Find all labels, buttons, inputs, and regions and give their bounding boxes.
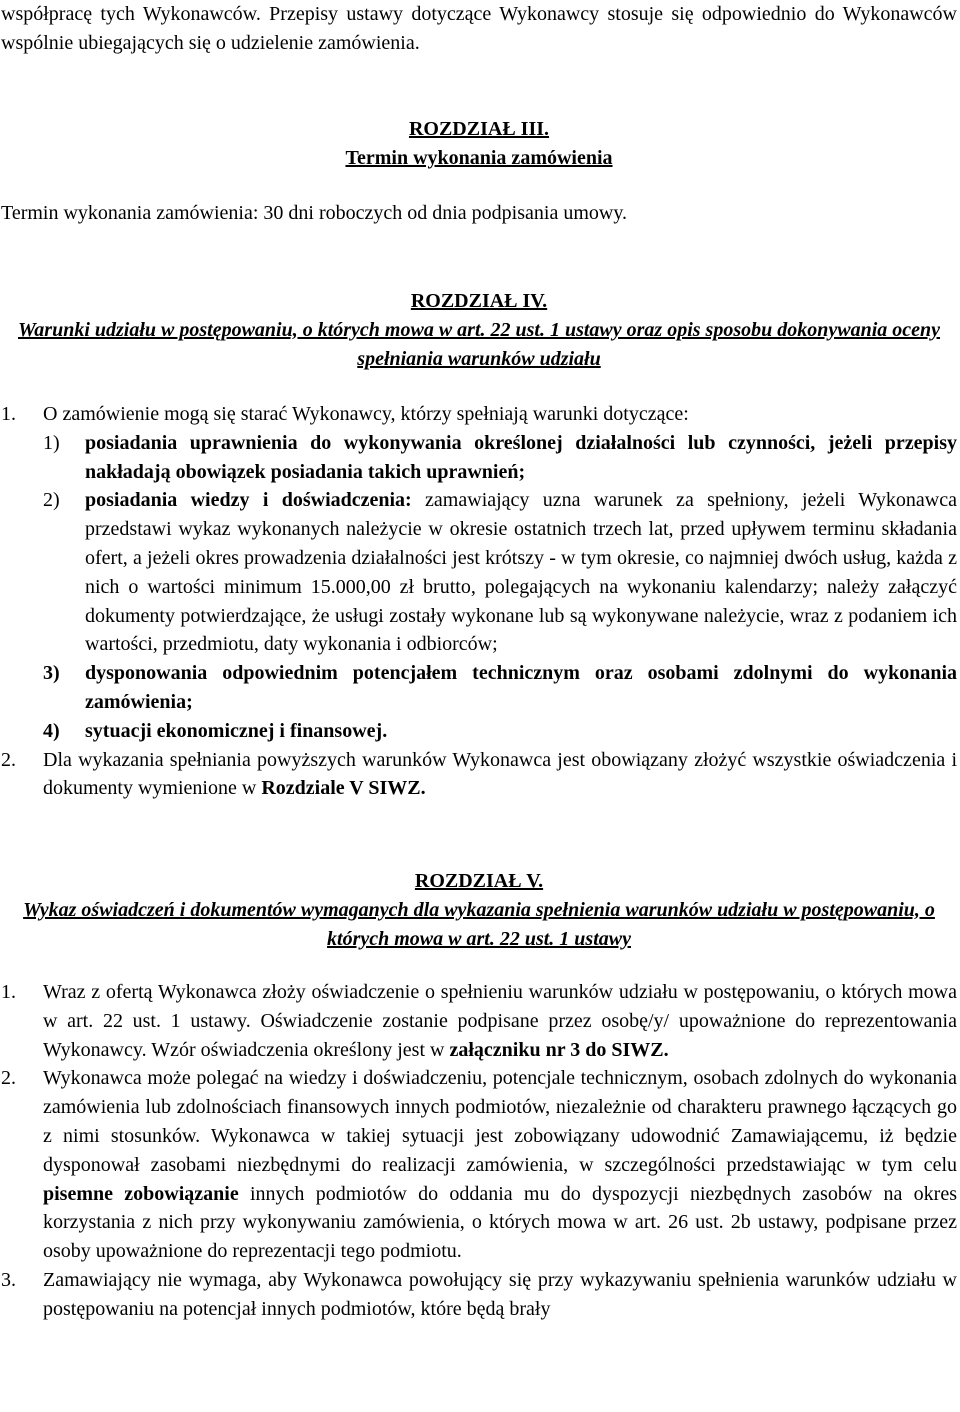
subitem-number: 1) [43, 431, 60, 454]
chapter-4-subitem-4 [43, 717, 957, 746]
chapter-4-heading [1, 287, 957, 373]
chapter-4-label: ROZDZIAŁ IV. [410, 290, 548, 312]
subitem-bold-text: posiadania uprawnienia do wykonywania określonej działalności lub czynności, jeżeli przepisy nakładają obowiązek posiadania takich uprawnień; [85, 431, 957, 483]
item-text-after: innych podmiotów do oddania mu do dyspozycji niezbędnych zasobów na okres korzystania z nich przy wykonywaniu zamówienia, o których mowa w art. 26 ust. 2b ustawy, podpisane przez osoby upoważnione do reprezentacji tego podmiotu. [43, 1182, 958, 1263]
chapter-5-title: Wykaz oświadczeń i dokumentów wymaganych dla wykazania spełnienia warunków udziału w postępowaniu, o których mowa w art. 22 ust. 1 ustawy [23, 898, 935, 950]
chapter-4-item-2 [1, 746, 957, 804]
chapter-4-subitem-1 [43, 429, 957, 487]
subitem-number: 2) [43, 489, 60, 512]
subitem-bold-text: dysponowania odpowiednim potencjałem technicznym oraz osobami zdolnymi do wykonania zamówienia; [85, 662, 957, 713]
chapter-4-list [1, 400, 957, 803]
item-bold-text: załączniku nr 3 do SIWZ. [449, 1038, 669, 1061]
chapter-4-item-1 [1, 400, 957, 429]
item-number: 1. [1, 403, 16, 425]
chapter-5-heading [1, 867, 957, 953]
chapter-3-heading [1, 115, 957, 173]
chapter-3-label: ROZDZIAŁ III. [408, 118, 550, 140]
subitem-text: zamawiający uzna warunek za spełniony, jeżeli Wykonawca przedstawi wykaz wykonanych należycie w okresie ostatnich trzech lat, przed upływem terminu składania ofert, a jeżeli okres prowadzenia działalności jest krótszy - w tym okresie, co najmniej dwóch usług, każda z nich o wartości minimum 15.000,00 zł brutto, polegających na wykonaniu kalendarzy; należy załączyć dokumenty potwierdzające, że usługi zostały wykonane lub są wykonywane należycie, wraz z podaniem ich wartości, przedmiotu, daty wykonania i odbiorców; [85, 489, 957, 656]
item-bold-text: pisemne zobowiązanie [43, 1182, 239, 1205]
item-number: 2. [1, 1067, 16, 1090]
intro-paragraph: współpracę tych Wykonawców. Przepisy ustawy dotyczące Wykonawcy stosuje się odpowiednio do Wykonawców wspólnie ubiegających się o udzielenie zamówienia. [1, 3, 957, 54]
chapter-5-item-2 [1, 1064, 957, 1266]
chapter-5-list [1, 978, 957, 1324]
subitem-bold-text: sytuacji ekonomicznej i finansowej. [85, 719, 388, 742]
item-text: Zamawiający nie wymaga, aby Wykonawca powołujący się przy wykazywaniu spełnienia warunków udziału w postępowaniu na potencjał innych podmiotów, które będą brały [43, 1268, 957, 1320]
chapter-5-item-3 [1, 1266, 957, 1324]
chapter-4-subitem-3 [43, 659, 957, 717]
chapter-5-label: ROZDZIAŁ V. [414, 870, 544, 892]
item-number: 1. [1, 981, 16, 1003]
item-text: Dla wykazania spełniania powyższych warunków Wykonawca jest obowiązany złożyć wszystkie oświadczenia i dokumenty wymienione w [43, 748, 957, 800]
item-number: 2. [1, 748, 16, 771]
subitem-number: 4) [43, 719, 60, 742]
chapter-3-title: Termin wykonania zamówienia [345, 146, 613, 169]
subitem-bold-text: posiadania wiedzy i doświadczenia: [85, 489, 412, 512]
chapter-3-body: Termin wykonania zamówienia: 30 dni roboczych od dnia podpisania umowy. [1, 202, 628, 224]
item-text: Wraz z ofertą Wykonawca złoży oświadczenie o spełnieniu warunków udziału w postępowaniu, o których mowa w art. 22 ust. 1 ustawy. Oświadczenie zostanie podpisane przez osobę/y/ upoważnione do reprezentowania Wykonawcy. Wzór oświadczenia określony jest w [43, 981, 957, 1061]
chapter-5-item-1 [1, 978, 957, 1064]
subitem-number: 3) [43, 662, 60, 685]
chapter-4-title: Warunki udziału w postępowaniu, o których mowa w art. 22 ust. 1 ustawy oraz opis sposobu dokonywania oceny spełniania warunków udziału [17, 318, 941, 370]
chapter-4-subitem-2 [43, 486, 957, 659]
item-text: O zamówienie mogą się starać Wykonawcy, którzy spełniają warunki dotyczące: [43, 403, 689, 425]
item-text: Wykonawca może polegać na wiedzy i doświadczeniu, potencjale technicznym, osobach zdolnych do wykonania zamówienia lub zdolnościach finansowych innych podmiotów, niezależnie od charakteru prawnego łączących go z nimi stosunków. Wykonawca w takiej sytuacji jest zobowiązany udowodnić Zamawiającemu, iż będzie dysponował zasobami niezbędnymi do realizacji zamówienia, w szczególności przedstawiając w tym celu [43, 1067, 957, 1176]
item-bold-text: Rozdziale V SIWZ. [261, 777, 426, 800]
item-number: 3. [1, 1268, 16, 1291]
